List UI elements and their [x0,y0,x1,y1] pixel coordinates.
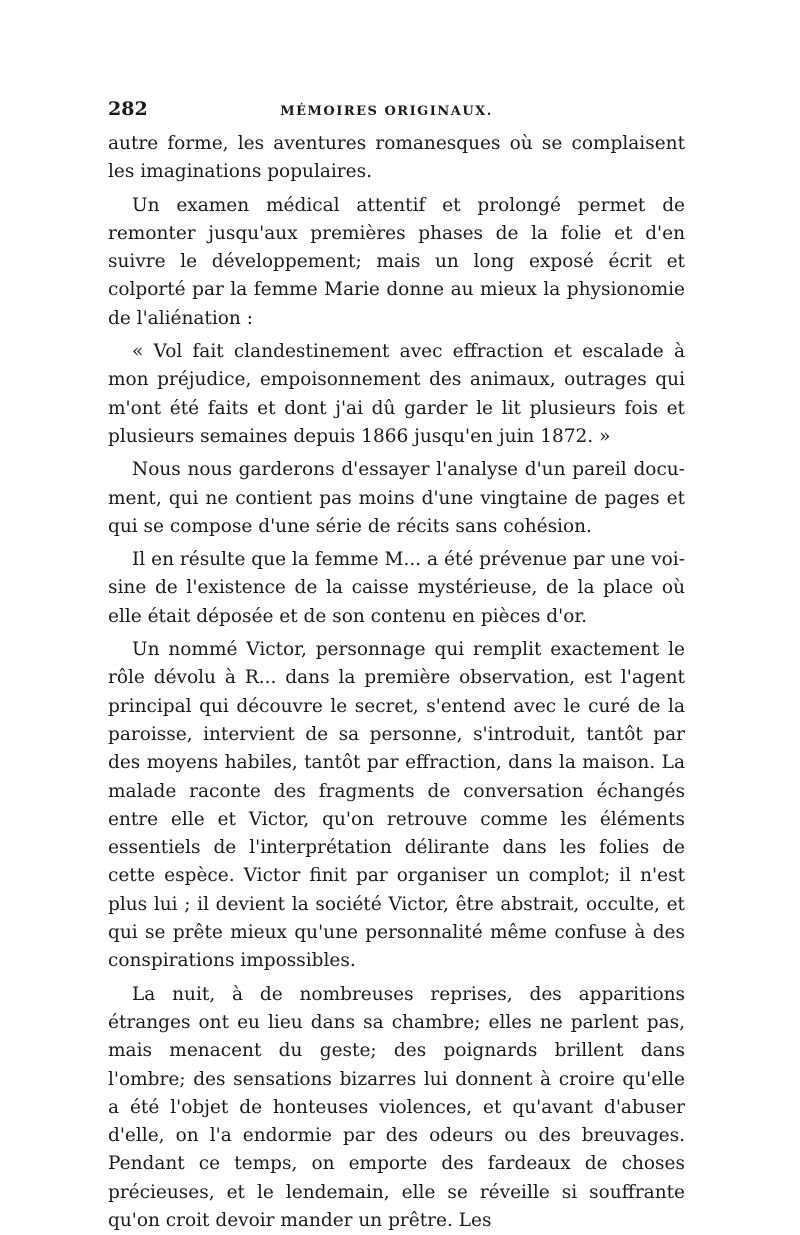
paragraph: Un nommé Victor, personnage qui remplit exactement le rôle dévolu à R... dans la première observation, est l'agent principal qui découvre le secret, s'entend avec le curé de la paroisse, intervient de sa personne, s'introduit, tantôt par des moyens habiles, tantôt par effraction, dans la maison. La malade raconte des fragments de conversation échangés entre elle et Victor, qu'on retrouve comme les éléments essentiels de l'interprétation délirante dans les folies de cette espèce. Victor finit par organiser un complot; il n'est plus lui ; il devient la société Victor, être abstrait, occulte, et qui se prête mieux qu'une personnalité même confuse à des conspirations impossibles. [108,639,685,972]
paragraph: Nous nous garderons d'essayer l'analyse d'un pareil document, qui ne contient pas moins d'une vingtaine de pages et qui se compose d'une série de récits sans cohésion. [108,459,685,537]
paragraph: Un examen médical attentif et prolongé permet de remonter jusqu'aux premières phases de la folie et d'en suivre le développement; mais un long exposé écrit et colporté par la femme Marie donne au mieux la physionomie de l'aliénation : [108,194,685,329]
paragraph: La nuit, à de nombreuses reprises, des apparitions étranges ont eu lieu dans sa chambre; elles ne parlent pas, mais menacent du geste; des poignards brillent dans l'ombre; des sensations bizarres lui donnent à croire qu'elle a été l'objet de honteuses violences, et qu'avant d'abuser d'elle, on l'a endormie par des odeurs ou des breuvages. Pendant ce temps, on emporte des fardeaux de choses précieuses, et le lendemain, elle se réveille si souffrante qu'on croit devoir mander un prêtre. Les [108,983,685,1231]
page-header [108,98,685,126]
quotation-paragraph: « Vol fait clandestinement avec effraction et escalade à mon préjudice, empoisonnement des animaux, outrages qui m'ont été faits et dont j'ai dû garder le lit plusieurs fois et plusieurs semaines depuis 1866 jusqu'en juin 1872. » [108,341,685,447]
page-number: 282 [108,98,148,120]
paragraph: autre forme, les aventures romanesques où se complaisent les imaginations populaires. [108,133,685,183]
running-title: MÉMOIRES ORIGINAUX. [280,104,493,119]
body-text [108,130,685,1235]
paragraph: Il en résulte que la femme M... a été prévenue par une voisine de l'existence de la caisse mystérieuse, de la place où elle était déposée et de son contenu en pièces d'or. [108,549,685,627]
